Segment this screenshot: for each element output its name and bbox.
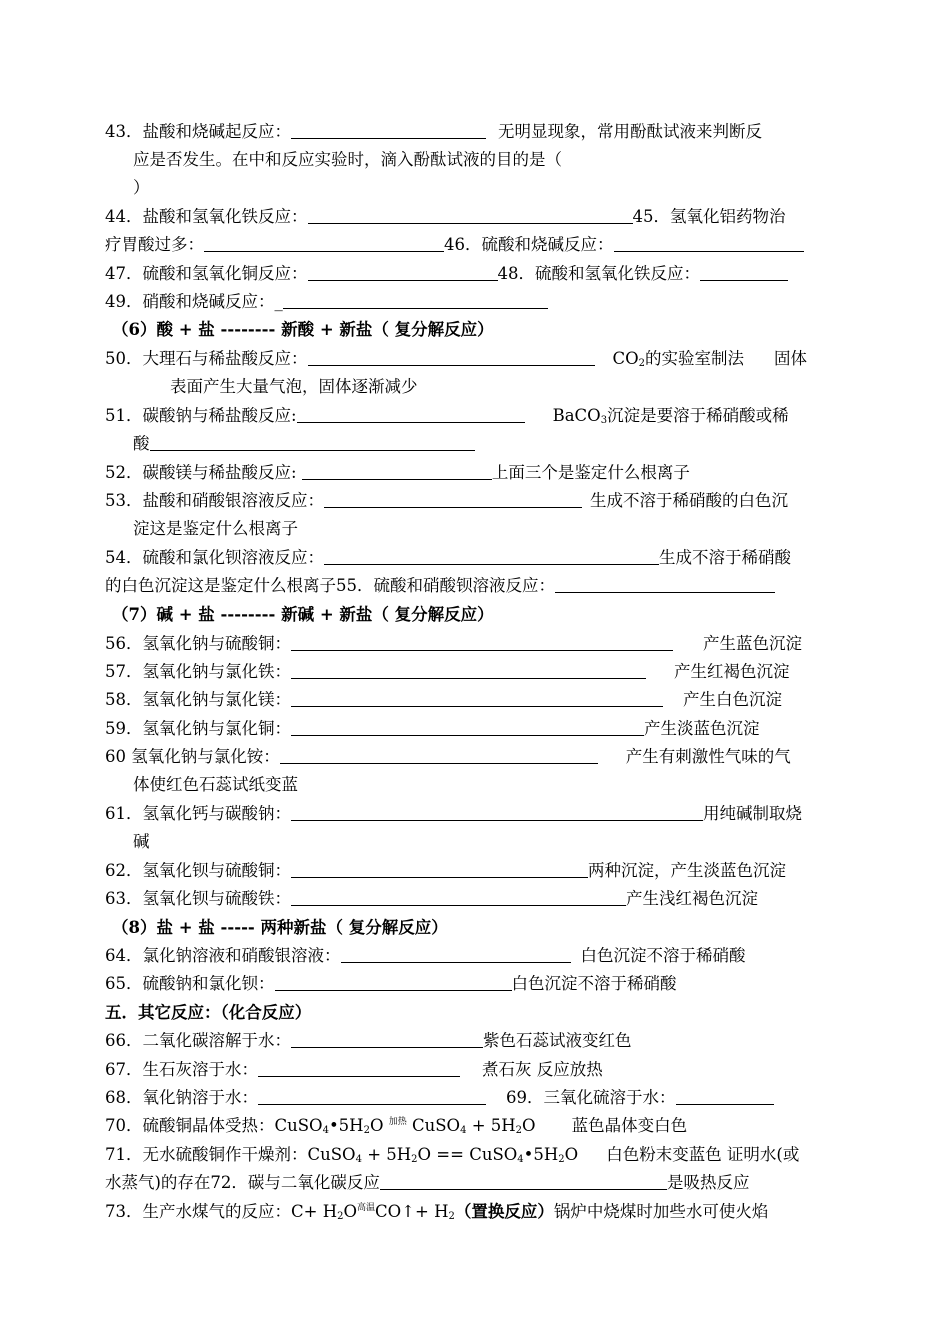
q65-line bbox=[105, 970, 850, 998]
q51-blank2[interactable] bbox=[150, 432, 475, 451]
q55-label: 的白色沉淀这是鉴定什么根离子55．硫酸和硝酸钡溶液反应： bbox=[105, 576, 555, 595]
q51-formula: BaCO bbox=[552, 406, 601, 425]
q43-note: 无明显现象，常用酚酞试液来判断反 bbox=[498, 122, 762, 141]
q47-label: 47．硫酸和氢氧化铜反应： bbox=[105, 264, 308, 283]
q47-line bbox=[105, 260, 850, 288]
q67-blank[interactable] bbox=[258, 1058, 460, 1077]
q71-sub1: 4 bbox=[355, 1154, 362, 1165]
q71-sub3: 4 bbox=[517, 1154, 524, 1165]
q72-note: 是吸热反应 bbox=[666, 1173, 750, 1192]
q50-sub: 2 bbox=[638, 358, 646, 369]
q59-label: 59．氢氧化钠与氯化铜： bbox=[105, 719, 291, 738]
q52-label: 52．碳酸镁与稀盐酸反应: bbox=[105, 463, 302, 482]
q54-note: 生成不溶于稀硝酸 bbox=[659, 548, 791, 567]
q55-blank[interactable] bbox=[555, 574, 775, 593]
q49-line bbox=[105, 288, 850, 316]
q63-line bbox=[105, 885, 850, 913]
q68-label: 68．氧化钠溶于水： bbox=[105, 1088, 258, 1107]
q46-blank[interactable] bbox=[614, 233, 804, 252]
q60-blank[interactable] bbox=[280, 745, 598, 764]
q70-part3: CuSO bbox=[406, 1116, 461, 1135]
q70-line bbox=[105, 1112, 850, 1140]
q71-sub2: 2 bbox=[411, 1154, 418, 1165]
q50-formula: CO bbox=[612, 349, 639, 368]
q63-blank[interactable] bbox=[291, 887, 626, 906]
q43-question: 应是否发生。在中和反应实验时，滴入酚酞试液的目的是（ bbox=[133, 150, 562, 169]
q70-part1: •5H bbox=[328, 1116, 364, 1135]
q61-note-cont: 碱 bbox=[133, 832, 150, 851]
q51-sub: 3 bbox=[600, 415, 608, 426]
q61-label: 61．氢氧化钙与碳酸钠： bbox=[105, 804, 291, 823]
q63-label: 63．氢氧化钡与硫酸铁： bbox=[105, 889, 291, 908]
q56-line bbox=[105, 630, 850, 658]
q71-note: 白色粉末变蓝色 证明水(或 bbox=[606, 1145, 800, 1164]
q70-sub3: 4 bbox=[460, 1125, 467, 1136]
section-7-heading: （7）碱 + 盐 -------- 新碱 + 新盐（ 复分解反应） bbox=[112, 605, 494, 624]
section-6-heading: （6）酸 + 盐 -------- 新酸 + 新盐（ 复分解反应） bbox=[112, 320, 494, 339]
q64-blank[interactable] bbox=[341, 944, 571, 963]
q44-label: 44．盐酸和氢氧化铁反应： bbox=[105, 207, 308, 226]
q57-blank[interactable] bbox=[291, 660, 646, 679]
q65-label: 65．硫酸钠和氯化钡： bbox=[105, 974, 275, 993]
q52-line bbox=[105, 459, 850, 487]
q55-line bbox=[105, 572, 850, 600]
q45-label: 45．氢氧化铝药物治 bbox=[632, 207, 786, 226]
q50-label: 50．大理石与稀盐酸反应： bbox=[105, 349, 308, 368]
q43-blank[interactable] bbox=[291, 120, 486, 139]
q60-line2 bbox=[133, 771, 850, 799]
q73-part1: O bbox=[343, 1202, 357, 1221]
q52-note: 上面三个是鉴定什么根离子 bbox=[491, 463, 690, 482]
q71-part3: •5H bbox=[523, 1145, 559, 1164]
q71-label: 71．无水硫酸铜作干燥剂：CuSO bbox=[105, 1145, 356, 1164]
q59-note: 产生淡蓝色沉淀 bbox=[644, 719, 760, 738]
q47-blank[interactable] bbox=[308, 262, 498, 281]
q51-line1 bbox=[105, 402, 850, 430]
q50-line2 bbox=[170, 373, 915, 401]
q53-line1 bbox=[105, 487, 850, 515]
q52-blank[interactable] bbox=[302, 461, 492, 480]
q45-blank[interactable] bbox=[204, 233, 444, 252]
q73-line bbox=[105, 1198, 850, 1226]
q69-blank[interactable] bbox=[676, 1086, 774, 1105]
q49-label: 49．硝酸和烧碱反应：_ bbox=[105, 292, 283, 311]
q70-sub4: 2 bbox=[515, 1125, 523, 1136]
q53-note: 生成不溶于稀硝酸的白色沉 bbox=[590, 491, 788, 510]
q71-part2: O == CuSO bbox=[417, 1145, 518, 1164]
q54-line1 bbox=[105, 544, 850, 572]
q70-condition: 加热 bbox=[388, 1117, 407, 1127]
q71-part4: O bbox=[564, 1145, 579, 1164]
section-5-heading: 五．其它反应：（化合反应） bbox=[105, 1003, 312, 1022]
q61-line1 bbox=[105, 800, 850, 828]
q64-line bbox=[105, 942, 850, 970]
q70-label: 70．硫酸铜晶体受热：CuSO bbox=[105, 1116, 323, 1135]
q51-note-cont: 酸 bbox=[133, 434, 150, 453]
q71-part1: + 5H bbox=[361, 1145, 412, 1164]
q57-line bbox=[105, 658, 850, 686]
q70-sub2: 2 bbox=[363, 1125, 370, 1136]
q66-blank[interactable] bbox=[291, 1029, 483, 1048]
q51-label: 51．碳酸钠与稀盐酸反应: bbox=[105, 406, 297, 425]
q62-note: 两种沉淀，产生淡蓝色沉淀 bbox=[588, 861, 786, 880]
q57-note: 产生红褐色沉淀 bbox=[674, 662, 790, 681]
q72-label: 水蒸气)的存在72．碳与二氧化碳反应 bbox=[105, 1173, 380, 1192]
q72-line bbox=[105, 1169, 850, 1197]
q50-blank[interactable] bbox=[308, 347, 595, 366]
q45-label-cont: 疗胃酸过多： bbox=[105, 235, 204, 254]
q44-blank[interactable] bbox=[308, 205, 633, 224]
q50-line1 bbox=[105, 345, 850, 373]
q50-note2: 固体 bbox=[774, 349, 808, 368]
q51-line2 bbox=[133, 430, 850, 458]
q58-line bbox=[105, 686, 850, 714]
q68-line bbox=[105, 1084, 850, 1112]
q70-sub1: 4 bbox=[322, 1125, 329, 1136]
q53-label: 53．盐酸和硝酸银溶液反应： bbox=[105, 491, 324, 510]
q70-part5: O bbox=[522, 1116, 536, 1135]
q50-note: 的实验室制法 bbox=[645, 349, 745, 368]
q73-condition: 高温 bbox=[357, 1203, 376, 1213]
q44-line1 bbox=[105, 203, 850, 231]
q60-label: 60 氢氧化钠与氯化铵： bbox=[105, 747, 280, 766]
q67-note: 煮石灰 反应放热 bbox=[482, 1060, 603, 1079]
q67-line bbox=[105, 1056, 850, 1084]
q43-label: 43．盐酸和烧碱起反应： bbox=[105, 122, 291, 141]
q58-label: 58．氢氧化钠与氯化镁： bbox=[105, 690, 291, 709]
q59-blank[interactable] bbox=[291, 717, 644, 736]
q63-note: 产生浅红褐色沉淀 bbox=[626, 889, 758, 908]
q67-label: 67．生石灰溶于水： bbox=[105, 1060, 258, 1079]
q54-label: 54．硫酸和氯化钡溶液反应： bbox=[105, 548, 324, 567]
q70-part2: O bbox=[369, 1116, 389, 1135]
q58-blank[interactable] bbox=[291, 688, 663, 707]
q59-line bbox=[105, 715, 850, 743]
q61-note: 用纯碱制取烧 bbox=[703, 804, 802, 823]
q65-note: 白色沉淀不溶于稀硝酸 bbox=[511, 974, 677, 993]
q61-line2 bbox=[133, 828, 850, 856]
q61-blank[interactable] bbox=[291, 802, 703, 821]
q73-sub2: 2 bbox=[448, 1211, 455, 1222]
q66-note: 紫色石蕊试液变红色 bbox=[483, 1031, 632, 1050]
q70-note: 蓝色晶体变白色 bbox=[571, 1116, 688, 1135]
q69-label: 69．三氧化硫溶于水： bbox=[506, 1088, 676, 1107]
q49-blank[interactable] bbox=[283, 290, 548, 309]
q43-line3 bbox=[133, 174, 850, 202]
q53-blank[interactable] bbox=[324, 489, 582, 508]
q66-line bbox=[105, 1027, 850, 1055]
q64-label: 64．氯化钠溶液和硝酸银溶液： bbox=[105, 946, 341, 965]
q56-label: 56．氢氧化钠与硫酸铜： bbox=[105, 634, 291, 653]
q64-note: 白色沉淀不溶于稀硝酸 bbox=[580, 946, 746, 965]
q51-note: 沉淀是要溶于稀硝酸或稀 bbox=[607, 406, 789, 425]
q53-note-cont: 淀这是鉴定什么根离子 bbox=[133, 519, 298, 538]
q62-line bbox=[105, 857, 850, 885]
q73-note: 锅炉中烧煤时加些水可使火焰 bbox=[553, 1202, 769, 1221]
q43-line2 bbox=[133, 146, 850, 174]
q43-line1 bbox=[105, 118, 850, 146]
q66-label: 66．二氧化碳溶解于水： bbox=[105, 1031, 291, 1050]
q60-note-cont: 体使红色石蕊试纸变蓝 bbox=[133, 775, 298, 794]
q65-blank[interactable] bbox=[275, 972, 512, 991]
q70-part4: + 5H bbox=[466, 1116, 516, 1135]
q48-blank[interactable] bbox=[700, 262, 788, 281]
q71-sub4: 2 bbox=[558, 1154, 565, 1165]
q48-label: 48．硫酸和氢氧化铁反应： bbox=[497, 264, 700, 283]
q62-label: 62．氢氧化钡与硫酸铜： bbox=[105, 861, 291, 880]
q50-observation: 表面产生大量气泡，固体逐渐减少 bbox=[170, 377, 418, 396]
q60-line1 bbox=[105, 743, 850, 771]
q43-paren: ） bbox=[133, 178, 150, 197]
q46-label: 46．硫酸和烧碱反应： bbox=[444, 235, 614, 254]
q56-note: 产生蓝色沉淀 bbox=[703, 634, 802, 653]
q73-type: （置换反应） bbox=[454, 1202, 554, 1221]
section-8-heading: （8）盐 + 盐 ----- 两种新盐（ 复分解反应） bbox=[112, 918, 448, 937]
q73-part2: CO↑+ H bbox=[375, 1202, 449, 1221]
q45-line2 bbox=[105, 231, 850, 259]
q73-label: 73．生产水煤气的反应：C+ H bbox=[105, 1202, 338, 1221]
q73-sub1: 2 bbox=[337, 1211, 344, 1222]
q57-label: 57．氢氧化钠与氯化铁： bbox=[105, 662, 291, 681]
q72-blank[interactable] bbox=[380, 1171, 667, 1190]
q62-blank[interactable] bbox=[291, 859, 588, 878]
q60-note: 产生有刺激性气味的气 bbox=[625, 747, 791, 766]
q54-blank[interactable] bbox=[324, 546, 659, 565]
q53-line2 bbox=[133, 515, 850, 543]
q51-blank[interactable] bbox=[297, 404, 525, 423]
q71-line1 bbox=[105, 1141, 850, 1169]
q68-blank[interactable] bbox=[258, 1086, 486, 1105]
q56-blank[interactable] bbox=[291, 632, 673, 651]
q58-note: 产生白色沉淀 bbox=[683, 690, 782, 709]
